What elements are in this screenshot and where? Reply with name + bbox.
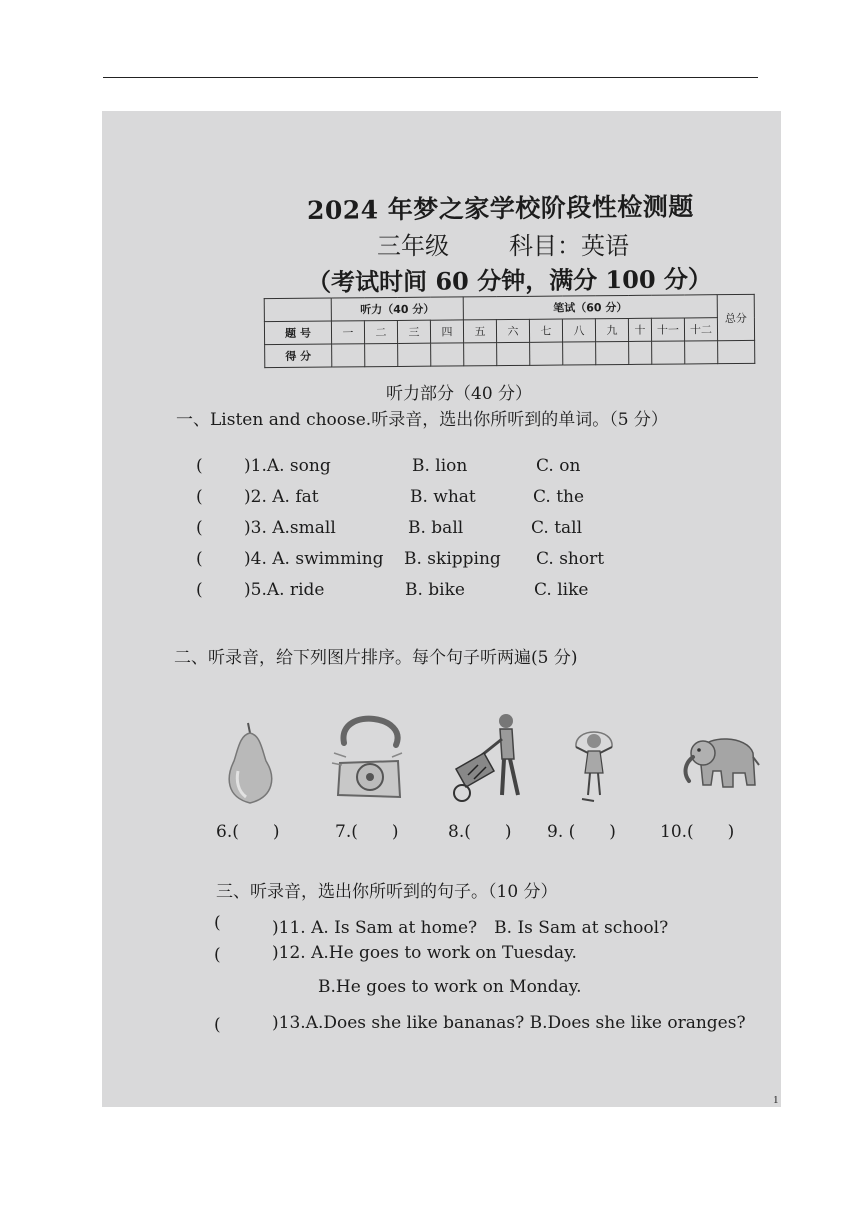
section1-title: 一、Listen and choose.听录音，选出你所听到的单词。（5 分） bbox=[176, 410, 668, 430]
q4-option-a: )4. A. swimming bbox=[244, 549, 384, 569]
score-cell[interactable] bbox=[497, 342, 530, 365]
q4-paren[interactable]: ( bbox=[196, 549, 203, 569]
total-score-cell[interactable] bbox=[718, 340, 755, 363]
q4-option-b: B. skipping bbox=[404, 549, 501, 569]
q1-option-c: C. on bbox=[536, 456, 581, 476]
pear-picture bbox=[220, 719, 280, 805]
qnum-2: 二 bbox=[364, 320, 397, 343]
exam-time-note: （考试时间 60 分钟，满分 100 分） bbox=[306, 264, 713, 297]
score-cell[interactable] bbox=[398, 343, 431, 366]
score-cell[interactable] bbox=[464, 343, 497, 366]
pic-label-9[interactable]: 9. ( ) bbox=[547, 822, 616, 842]
score-cell[interactable] bbox=[332, 344, 365, 367]
q11-paren[interactable]: ( bbox=[214, 913, 221, 933]
score-cell[interactable] bbox=[629, 341, 652, 364]
q3-option-a: )3. A.small bbox=[244, 518, 336, 538]
q11-options: )11. A. Is Sam at home? B. Is Sam at school? bbox=[272, 918, 669, 938]
qnum-1: 一 bbox=[331, 321, 364, 344]
score-cell[interactable] bbox=[685, 341, 718, 364]
qnum-10: 十 bbox=[628, 318, 651, 341]
q3-option-b: B. ball bbox=[408, 518, 464, 538]
listening-header: 听力（40 分） bbox=[331, 297, 463, 321]
pic-label-6[interactable]: 6.( ) bbox=[216, 822, 280, 842]
score-table-corner bbox=[264, 298, 331, 322]
pic-label-8[interactable]: 8.( ) bbox=[448, 822, 512, 842]
qnum-6: 六 bbox=[496, 319, 529, 342]
total-header: 总分 bbox=[717, 294, 754, 340]
qnum-3: 三 bbox=[397, 320, 430, 343]
q5-option-a: )5.A. ride bbox=[244, 580, 325, 600]
exam-title: 2024 年梦之家学校阶段性检测题 bbox=[306, 191, 694, 226]
qnum-9: 九 bbox=[595, 318, 628, 341]
q5-option-b: B. bike bbox=[405, 580, 465, 600]
qnum-4: 四 bbox=[430, 320, 463, 343]
pic-label-10[interactable]: 10.( ) bbox=[660, 822, 735, 842]
girl-skipping-picture bbox=[572, 721, 616, 807]
qnum-8: 八 bbox=[562, 319, 595, 342]
qnum-12: 十二 bbox=[684, 318, 717, 341]
q2-option-a: )2. A. fat bbox=[244, 487, 319, 507]
listening-part-heading: 听力部分（40 分） bbox=[386, 384, 533, 404]
q1-option-a: )1.A. song bbox=[244, 456, 331, 476]
grade-label: 三年级 bbox=[377, 232, 449, 260]
q3-paren[interactable]: ( bbox=[196, 518, 203, 538]
q4-option-c: C. short bbox=[536, 549, 605, 569]
q12-paren[interactable]: ( bbox=[214, 945, 221, 965]
score-cell[interactable] bbox=[530, 342, 563, 365]
telephone-picture bbox=[330, 713, 410, 807]
score-cell[interactable] bbox=[431, 343, 464, 366]
score-cell[interactable] bbox=[563, 342, 596, 365]
exam-photo bbox=[102, 111, 781, 1107]
score-cell[interactable] bbox=[652, 341, 685, 364]
q2-option-c: C. the bbox=[533, 487, 585, 507]
writing-header: 笔试（60 分） bbox=[463, 295, 717, 320]
elephant-picture bbox=[677, 729, 763, 801]
qnum-5: 五 bbox=[463, 320, 496, 343]
score-cell[interactable] bbox=[596, 341, 629, 364]
q13-paren[interactable]: ( bbox=[214, 1015, 221, 1035]
q12-option-b: B.He goes to work on Monday. bbox=[318, 977, 582, 997]
q2-paren[interactable]: ( bbox=[196, 487, 203, 507]
q5-paren[interactable]: ( bbox=[196, 580, 203, 600]
q5-option-c: C. like bbox=[534, 580, 589, 600]
man-wheelbarrow-picture bbox=[448, 709, 528, 807]
subject-label: 科目：英语 bbox=[509, 232, 629, 260]
q2-option-b: B. what bbox=[410, 487, 476, 507]
question-number-label: 题 号 bbox=[264, 321, 331, 345]
section2-title: 二、听录音，给下列图片排序。每个句子听两遍(5 分) bbox=[174, 648, 578, 668]
pic-label-7[interactable]: 7.( ) bbox=[335, 822, 399, 842]
page-number: 1 bbox=[773, 1094, 779, 1106]
q1-paren[interactable]: ( bbox=[196, 456, 203, 476]
q1-option-b: B. lion bbox=[412, 456, 468, 476]
q12-option-a: )12. A.He goes to work on Tuesday. bbox=[272, 943, 577, 963]
qnum-11: 十一 bbox=[651, 318, 684, 341]
score-row-label: 得 分 bbox=[265, 344, 332, 368]
score-table bbox=[264, 294, 756, 368]
score-cell[interactable] bbox=[365, 343, 398, 366]
q13-options: )13.A.Does she like bananas? B.Does she like oranges? bbox=[272, 1013, 746, 1033]
exam-grade-subject bbox=[377, 226, 629, 261]
q3-option-c: C. tall bbox=[531, 518, 583, 538]
header-rule bbox=[103, 77, 758, 78]
section3-title: 三、听录音，选出你所听到的句子。（10 分） bbox=[216, 882, 558, 902]
qnum-7: 七 bbox=[529, 319, 562, 342]
